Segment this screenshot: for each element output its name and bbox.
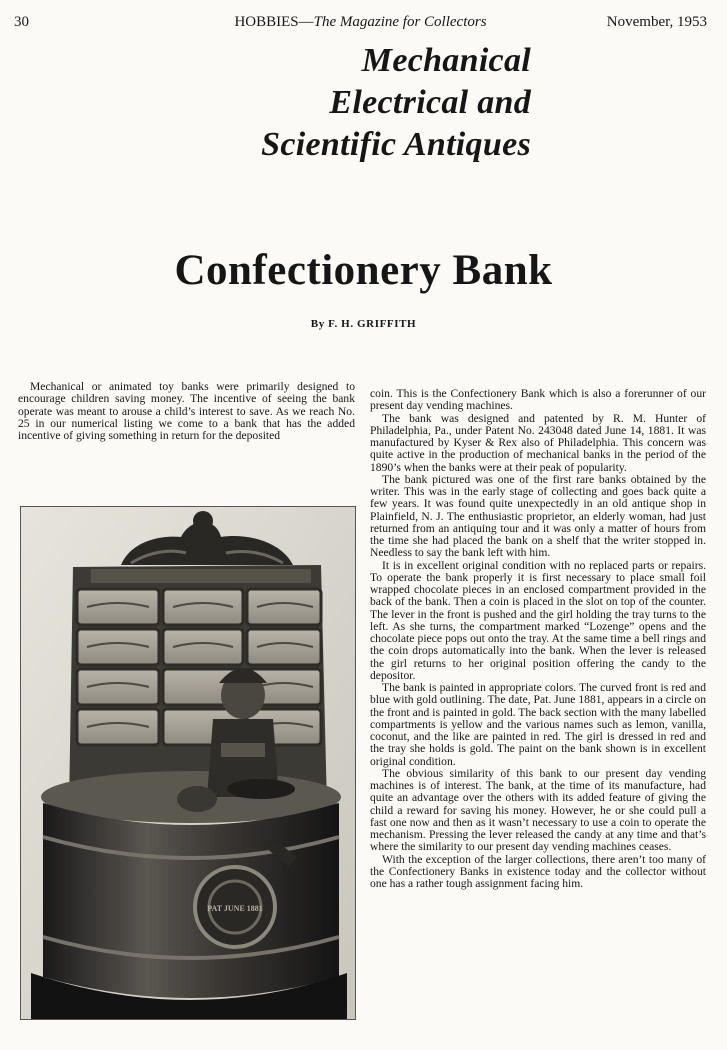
paragraph: The bank pictured was one of the first rare banks obtained by the writer. This was in the early stage of collecting and goes back quite a few years. It was found quite unexpectedly in an old antique shop in Plainfield, N. J. The enthusiastic proprietor, an elderly woman, had just returned from an antiquing tour and it was only a matter of hours from the time she had placed the bank on a shelf that the writer stopped in. Needless to say the bank left with him.	[370, 472, 706, 560]
paragraph: Mechanical or animated toy banks were primarily designed to encourage children saving money. The incentive of seeing the bank operate was meant to arouse a child’s interest to save. As we reach No. 25 in our numerical listing we come to a bank that has the added incentive of giving something in return for the deposited	[18, 380, 355, 442]
section-title	[151, 40, 531, 166]
paragraph: The bank is painted in appropriate colors. The curved front is red and blue with gold outlining. The date, Pat. June 1881, appears in a circle on the front and is painted in gold. The back section with the many labelled compartments is yellow and the various names such as lemon, vanilla, coconut, and the like are painted in red. The girl is dressed in red and the tray she holds is gold. The paint on the bank shown is in excellent original condition.	[370, 681, 706, 768]
article-byline: By F. H. GRIFFITH	[310, 318, 417, 330]
magazine-title: The Magazine for Collectors	[313, 14, 487, 30]
section-title-line-2: Electrical and	[329, 84, 531, 121]
paragraph: The bank was designed and patented by R. M. Hunter of Philadelphia, Pa., under Patent No. 243048 dated June 14, 1881. It was manufactured by Kyser & Rex also of Philadelphia. This concern was quite active in the production of mechanical banks in the period of the 1890’s when the banks were at their peak of popularity.	[370, 411, 706, 474]
magazine-prefix: HOBBIES—	[234, 14, 314, 30]
paragraph: It is in excellent original condition with no replaced parts or repairs. To operate the bank properly it is first necessary to place small foil wrapped chocolate pieces in an enclosed compartment provided in the back of the bank. Then a coin is placed in the slot on top of the counter. The lever in the front is pushed and the girl holding the tray turns to the left. As she turns, the compartment marked “Lozenge” opens and the chocolate piece pops out onto the tray. At the same time a bell rings and the coin drops automatically into the bank. When the lever is released the girl returns to her original position offering the candy to the depositor.	[370, 558, 706, 682]
right-column	[370, 388, 706, 890]
paragraph: coin. This is the Confectionery Bank which is also a forerunner of our present day vending machines.	[370, 387, 706, 413]
section-title-line-1: Mechanical	[361, 42, 531, 79]
paragraph: With the exception of the larger collections, there aren’t too many of the Confectionery Banks in existence today and the collector without one has a rather tough assignment facing him.	[370, 852, 706, 890]
bank-photograph	[20, 506, 356, 1020]
medallion-label: PAT JUNE 1881	[207, 904, 263, 913]
issue-date: November, 1953	[606, 14, 707, 30]
confectionery-bank-illustration	[21, 507, 355, 1019]
page-number: 30	[14, 14, 29, 30]
paragraph: The obvious similarity of this bank to our present day vending machines is of interest. The bank, at the time of its manufacture, had quite an advantage over the others with its added feature of giving the child a reward for saving his money. However, he or she could pull a fast one now and then as it wasn’t necessary to use a coin to operate the mechanism. Pressing the lever released the candy at any time and that’s where the similarity to our present day vending machines ceases.	[370, 766, 706, 854]
magazine-name	[14, 12, 707, 32]
left-column	[18, 381, 355, 442]
article-title: Confectionery Bank	[174, 247, 553, 294]
section-title-line-3: Scientific Antiques	[261, 126, 531, 163]
running-header	[14, 12, 707, 32]
